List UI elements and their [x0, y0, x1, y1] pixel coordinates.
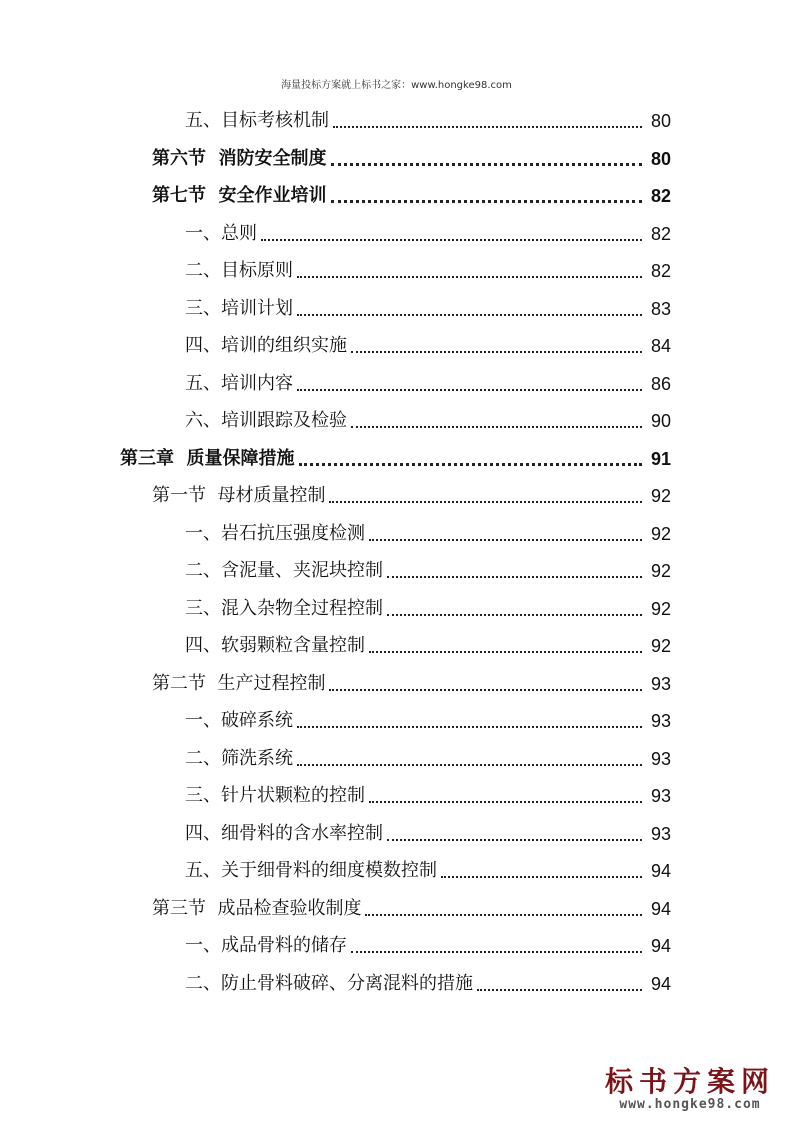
toc-entry-label: 一、总则: [185, 222, 257, 244]
toc-dot-leader: [297, 276, 642, 278]
toc-entry-page-number: 93: [650, 786, 671, 806]
toc-entry[interactable]: [185, 852, 671, 882]
toc-entry[interactable]: [185, 927, 671, 957]
toc-entry-page-number: 94: [650, 973, 671, 994]
toc-entry-label: 三、混入杂物全过程控制: [185, 597, 383, 619]
toc-entry[interactable]: [185, 702, 671, 732]
toc-entry-label: 五、关于细骨料的细度模数控制: [185, 860, 437, 881]
toc-dot-leader: [333, 126, 642, 128]
toc-dot-leader: [369, 539, 642, 541]
toc-entry-label: 一、成品骨料的储存: [185, 935, 347, 956]
toc-entry-page-number: 94: [650, 936, 671, 956]
toc-dot-leader: [299, 463, 642, 466]
toc-entry-page-number: 93: [650, 748, 671, 769]
toc-dot-leader: [387, 614, 642, 616]
toc-entry-label: 六、培训跟踪及检验: [185, 410, 347, 431]
toc-entry-page-number: 92: [650, 523, 671, 544]
toc-dot-leader: [351, 351, 642, 353]
toc-entry[interactable]: [152, 665, 671, 695]
toc-entry[interactable]: [185, 365, 671, 395]
toc-entry-page-number: 82: [650, 261, 671, 281]
toc-entry-label: 四、细骨料的含水率控制: [185, 822, 383, 844]
toc-dot-leader: [351, 951, 642, 953]
toc-entry-page-number: 86: [650, 373, 671, 394]
toc-entry-page-number: 92: [650, 486, 671, 506]
toc-entry-page-number: 83: [650, 298, 671, 319]
toc-dot-leader: [329, 501, 642, 503]
toc-entry-page-number: 91: [650, 448, 671, 469]
toc-entry[interactable]: [185, 777, 671, 807]
toc-entry[interactable]: [185, 402, 671, 432]
toc-entry[interactable]: [185, 102, 671, 132]
watermark-url: www.hongke98.com: [619, 1097, 761, 1112]
toc-entry-label: 第二节 生产过程控制: [152, 672, 326, 694]
toc-dot-leader: [369, 651, 642, 653]
toc-entry-page-number: 92: [650, 561, 671, 581]
page-header: 海量投标方案就上标书之家：www.hongke98.com: [281, 80, 512, 91]
toc-entry-label: 二、筛洗系统: [185, 747, 293, 769]
toc-entry-page-number: 92: [650, 598, 671, 619]
toc-entry[interactable]: [185, 965, 671, 995]
toc-dot-leader: [369, 801, 642, 803]
toc-entry-label: 五、目标考核机制: [185, 110, 329, 131]
toc-entry-page-number: 90: [650, 411, 671, 431]
toc-dot-leader: [387, 576, 642, 578]
toc-entry-label: 三、培训计划: [185, 297, 293, 319]
toc-entry-label: 四、培训的组织实施: [185, 335, 347, 356]
toc-entry-page-number: 82: [650, 223, 671, 244]
toc-entry-page-number: 82: [650, 186, 671, 206]
toc-entry-label: 第三节 成品检查验收制度: [152, 897, 362, 919]
toc-dot-leader: [331, 200, 642, 203]
toc-entry-label: 第七节 安全作业培训: [152, 185, 327, 206]
toc-entry-page-number: 80: [650, 111, 671, 131]
toc-entry[interactable]: [152, 140, 671, 170]
toc-entry[interactable]: [120, 440, 671, 470]
toc-entry[interactable]: [185, 215, 671, 245]
toc-dot-leader: [331, 163, 642, 166]
toc-entry-page-number: 94: [650, 861, 671, 881]
toc-dot-leader: [329, 689, 642, 691]
toc-entry-label: 三、针片状颗粒的控制: [185, 785, 365, 806]
toc-entry[interactable]: [152, 890, 671, 920]
toc-entry[interactable]: [185, 740, 671, 770]
toc-entry[interactable]: [185, 327, 671, 357]
toc-entry-label: 四、软弱颗粒含量控制: [185, 635, 365, 656]
toc-entry-page-number: 92: [650, 636, 671, 656]
toc-entry-page-number: 94: [650, 898, 671, 919]
toc-entry[interactable]: [185, 552, 671, 582]
toc-entry[interactable]: [185, 515, 671, 545]
watermark-logo: [605, 1067, 775, 1112]
toc-entry-page-number: 93: [650, 823, 671, 844]
toc-dot-leader: [297, 726, 642, 728]
toc-entry[interactable]: [152, 177, 671, 207]
toc-entry-label: 一、破碎系统: [185, 710, 293, 731]
toc-entry-label: 第三章 质量保障措施: [120, 447, 295, 469]
toc-entry-page-number: 93: [650, 673, 671, 694]
toc-entry[interactable]: [185, 252, 671, 282]
toc-dot-leader: [365, 914, 642, 916]
toc-entry-page-number: 84: [650, 336, 671, 356]
toc-entry-page-number: 80: [650, 148, 671, 169]
toc-dot-leader: [441, 876, 642, 878]
toc-entry-label: 第一节 母材质量控制: [152, 485, 326, 506]
toc-dot-leader: [477, 989, 642, 991]
toc-entry[interactable]: [152, 477, 671, 507]
watermark-title: 标书方案网: [604, 1065, 775, 1098]
toc-entry-label: 一、岩石抗压强度检测: [185, 522, 365, 544]
toc-dot-leader: [351, 426, 642, 428]
toc-dot-leader: [297, 314, 642, 316]
toc-dot-leader: [387, 839, 642, 841]
toc-entry-label: 第六节 消防安全制度: [152, 147, 327, 169]
toc-entry[interactable]: [185, 590, 671, 620]
toc-dot-leader: [261, 239, 642, 241]
toc-entry[interactable]: [185, 815, 671, 845]
toc-entry-label: 二、防止骨料破碎、分离混料的措施: [185, 972, 473, 994]
toc-entry-label: 二、目标原则: [185, 260, 293, 281]
toc-entry[interactable]: [185, 290, 671, 320]
toc-entry-label: 五、培训内容: [185, 372, 293, 394]
toc-dot-leader: [297, 764, 642, 766]
toc-entry-label: 二、含泥量、夹泥块控制: [185, 560, 383, 581]
toc-entry[interactable]: [185, 627, 671, 657]
toc-dot-leader: [297, 389, 642, 391]
toc-entry-page-number: 93: [650, 711, 671, 731]
